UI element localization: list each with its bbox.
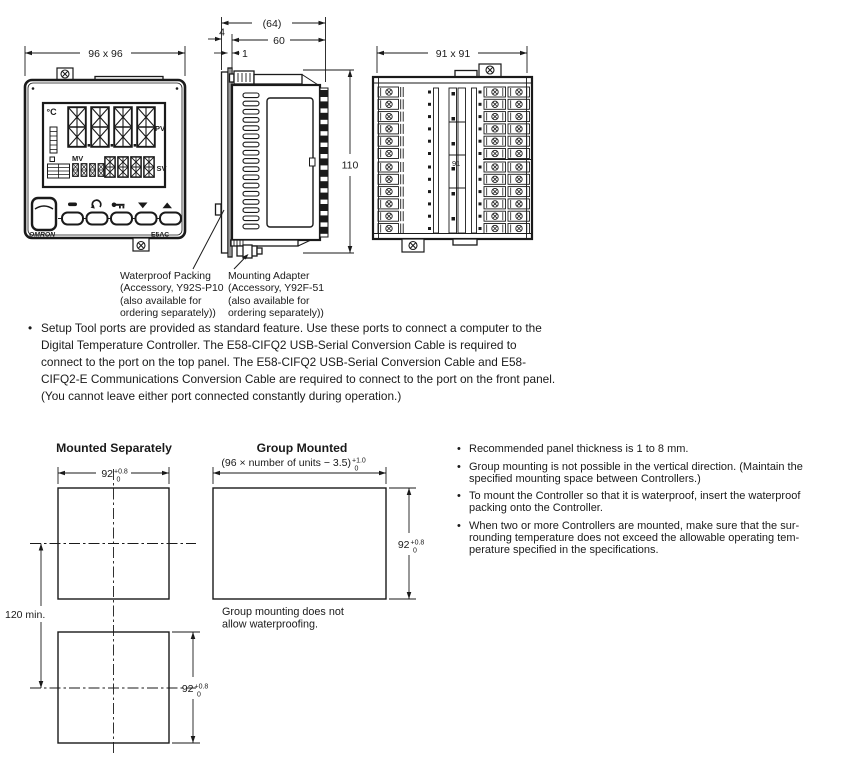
note-line: To mount the Controller so that it is waterproof, insert the waterproof	[469, 490, 801, 503]
up-key	[160, 213, 181, 225]
level-key-icon	[68, 203, 77, 207]
group-height-tol-sup: +0.8	[410, 539, 425, 547]
screw-icon	[137, 242, 145, 250]
side-bottom-adapter	[231, 240, 312, 259]
callout-line: (also available for	[120, 295, 202, 307]
group-width-dim: (96 × number of units − 3.5)	[221, 457, 351, 469]
rear-size-dim: 91 x 91	[435, 48, 471, 60]
side-view	[193, 17, 359, 269]
side-terminal-strip	[320, 88, 328, 237]
note-item	[457, 521, 854, 556]
note-line: CIFQ2-E Communications Conversion Cable are required to connect to the port on the front panel.	[41, 372, 556, 386]
side-overall-dim: (64)	[262, 18, 282, 30]
brand-logo: OMRON	[29, 231, 56, 239]
group-caption-line: Group mounting does not	[222, 606, 344, 618]
screw-icon	[486, 66, 494, 74]
dimension-drawing	[0, 0, 854, 270]
side-packing-dim: 1	[242, 48, 248, 60]
bullet-marker: •	[28, 321, 33, 335]
temp-unit-indicator: °C	[46, 107, 57, 117]
bullet-marker: •	[457, 460, 461, 473]
down-key	[136, 213, 157, 225]
separate-width-dim: 92	[101, 468, 113, 480]
waterproof-packing-callout	[120, 271, 224, 321]
note-line: rounding temperature does not exceed the allowable operating tem-	[469, 531, 800, 544]
front-port-cover	[32, 198, 56, 230]
note-line: (You cannot leave either port connected constantly during operation.)	[41, 389, 402, 403]
note-item	[457, 444, 854, 456]
separate-height-tol-sup: +0.8	[194, 683, 209, 691]
callout-line: ordering separately))	[120, 308, 216, 320]
group-title: Group Mounted	[256, 441, 348, 455]
bullet-marker: •	[457, 443, 461, 455]
note-line: Group mounting is not possible in the vertical direction. (Maintain the	[469, 460, 803, 473]
separate-width-tol-sup: +0.8	[114, 468, 128, 476]
callout-line: Waterproof Packing	[120, 271, 211, 282]
note-line: Recommended panel thickness is 1 to 8 mm.	[469, 443, 689, 455]
separate-height-tol-sub: 0	[197, 691, 201, 699]
note-line: connect to the port on the top panel. The E58-CIFQ2 USB-Serial Conversion Cable and E58-	[41, 355, 527, 369]
callout-line: Mounting Adapter	[228, 271, 310, 282]
bullet-marker: •	[457, 490, 461, 503]
front-view	[25, 46, 185, 251]
screw-icon	[61, 70, 69, 78]
mounting-adapter-callout	[228, 271, 324, 321]
door-latch	[310, 158, 316, 166]
mv-label: MV	[72, 154, 84, 163]
side-bezel-dim: 4	[219, 26, 225, 39]
mounting-notes	[457, 444, 854, 562]
group-width-tol-sup: +1.0	[352, 457, 366, 465]
packing-clip	[216, 204, 222, 215]
group-height-dim: 92	[397, 539, 410, 551]
separate-title: Mounted Separately	[56, 441, 172, 455]
separate-width-tol-sub: 0	[116, 476, 121, 484]
group-height-tol-sub: 0	[413, 547, 417, 555]
vent-slots	[243, 93, 259, 229]
note-line: Setup Tool ports are provided as standard feature. Use these ports to connect a computer to the	[41, 321, 542, 335]
side-height-dim: 110	[341, 159, 359, 172]
model-logo: E5AC	[151, 231, 170, 239]
callout-line: (also available for	[228, 295, 310, 307]
mode-key	[87, 213, 108, 225]
callout-line: (Accessory, Y92F-51	[228, 283, 325, 295]
callout-line: ordering separately))	[228, 308, 324, 320]
note-item	[457, 462, 854, 486]
separate-height-dim: 92	[181, 683, 194, 695]
sv-label: SV	[156, 164, 167, 173]
group-width-tol-sub: 0	[354, 465, 359, 473]
shift-key	[111, 213, 132, 225]
note-line: packing onto the Controller.	[469, 502, 603, 515]
note-line: specified mounting space between Controllers.)	[469, 472, 701, 485]
note-item	[457, 491, 854, 515]
rear-inner-dim: 91	[452, 159, 461, 168]
front-size-dim: 96 x 96	[88, 48, 123, 60]
bullet-marker: •	[457, 519, 461, 532]
side-depth-dim: 60	[273, 35, 285, 47]
side-bezel-profile	[222, 72, 229, 253]
group-cutout-rect	[213, 488, 386, 599]
screw-icon	[409, 242, 417, 250]
rear-view	[373, 46, 532, 252]
group-caption-line: allow waterproofing.	[222, 618, 319, 631]
setup-tool-note	[28, 320, 668, 405]
pv-label: PV	[155, 124, 166, 133]
panel-cutout-drawing	[0, 425, 460, 772]
separate-spacing-dim: 120 min.	[5, 609, 46, 621]
level-key	[62, 213, 83, 225]
note-line: When two or more Controllers are mounted, make sure that the sur-	[469, 519, 800, 532]
note-line: perature specified in the specifications.	[469, 543, 659, 556]
side-top-adapter	[230, 71, 320, 86]
side-port-door	[267, 98, 313, 227]
note-line: Digital Temperature Controller. The E58-CIFQ2 USB-Serial Conversion Cable is required to	[41, 338, 517, 352]
callout-line: (Accessory, Y92S-P10	[120, 283, 224, 295]
waterproof-leader-line	[193, 210, 224, 269]
